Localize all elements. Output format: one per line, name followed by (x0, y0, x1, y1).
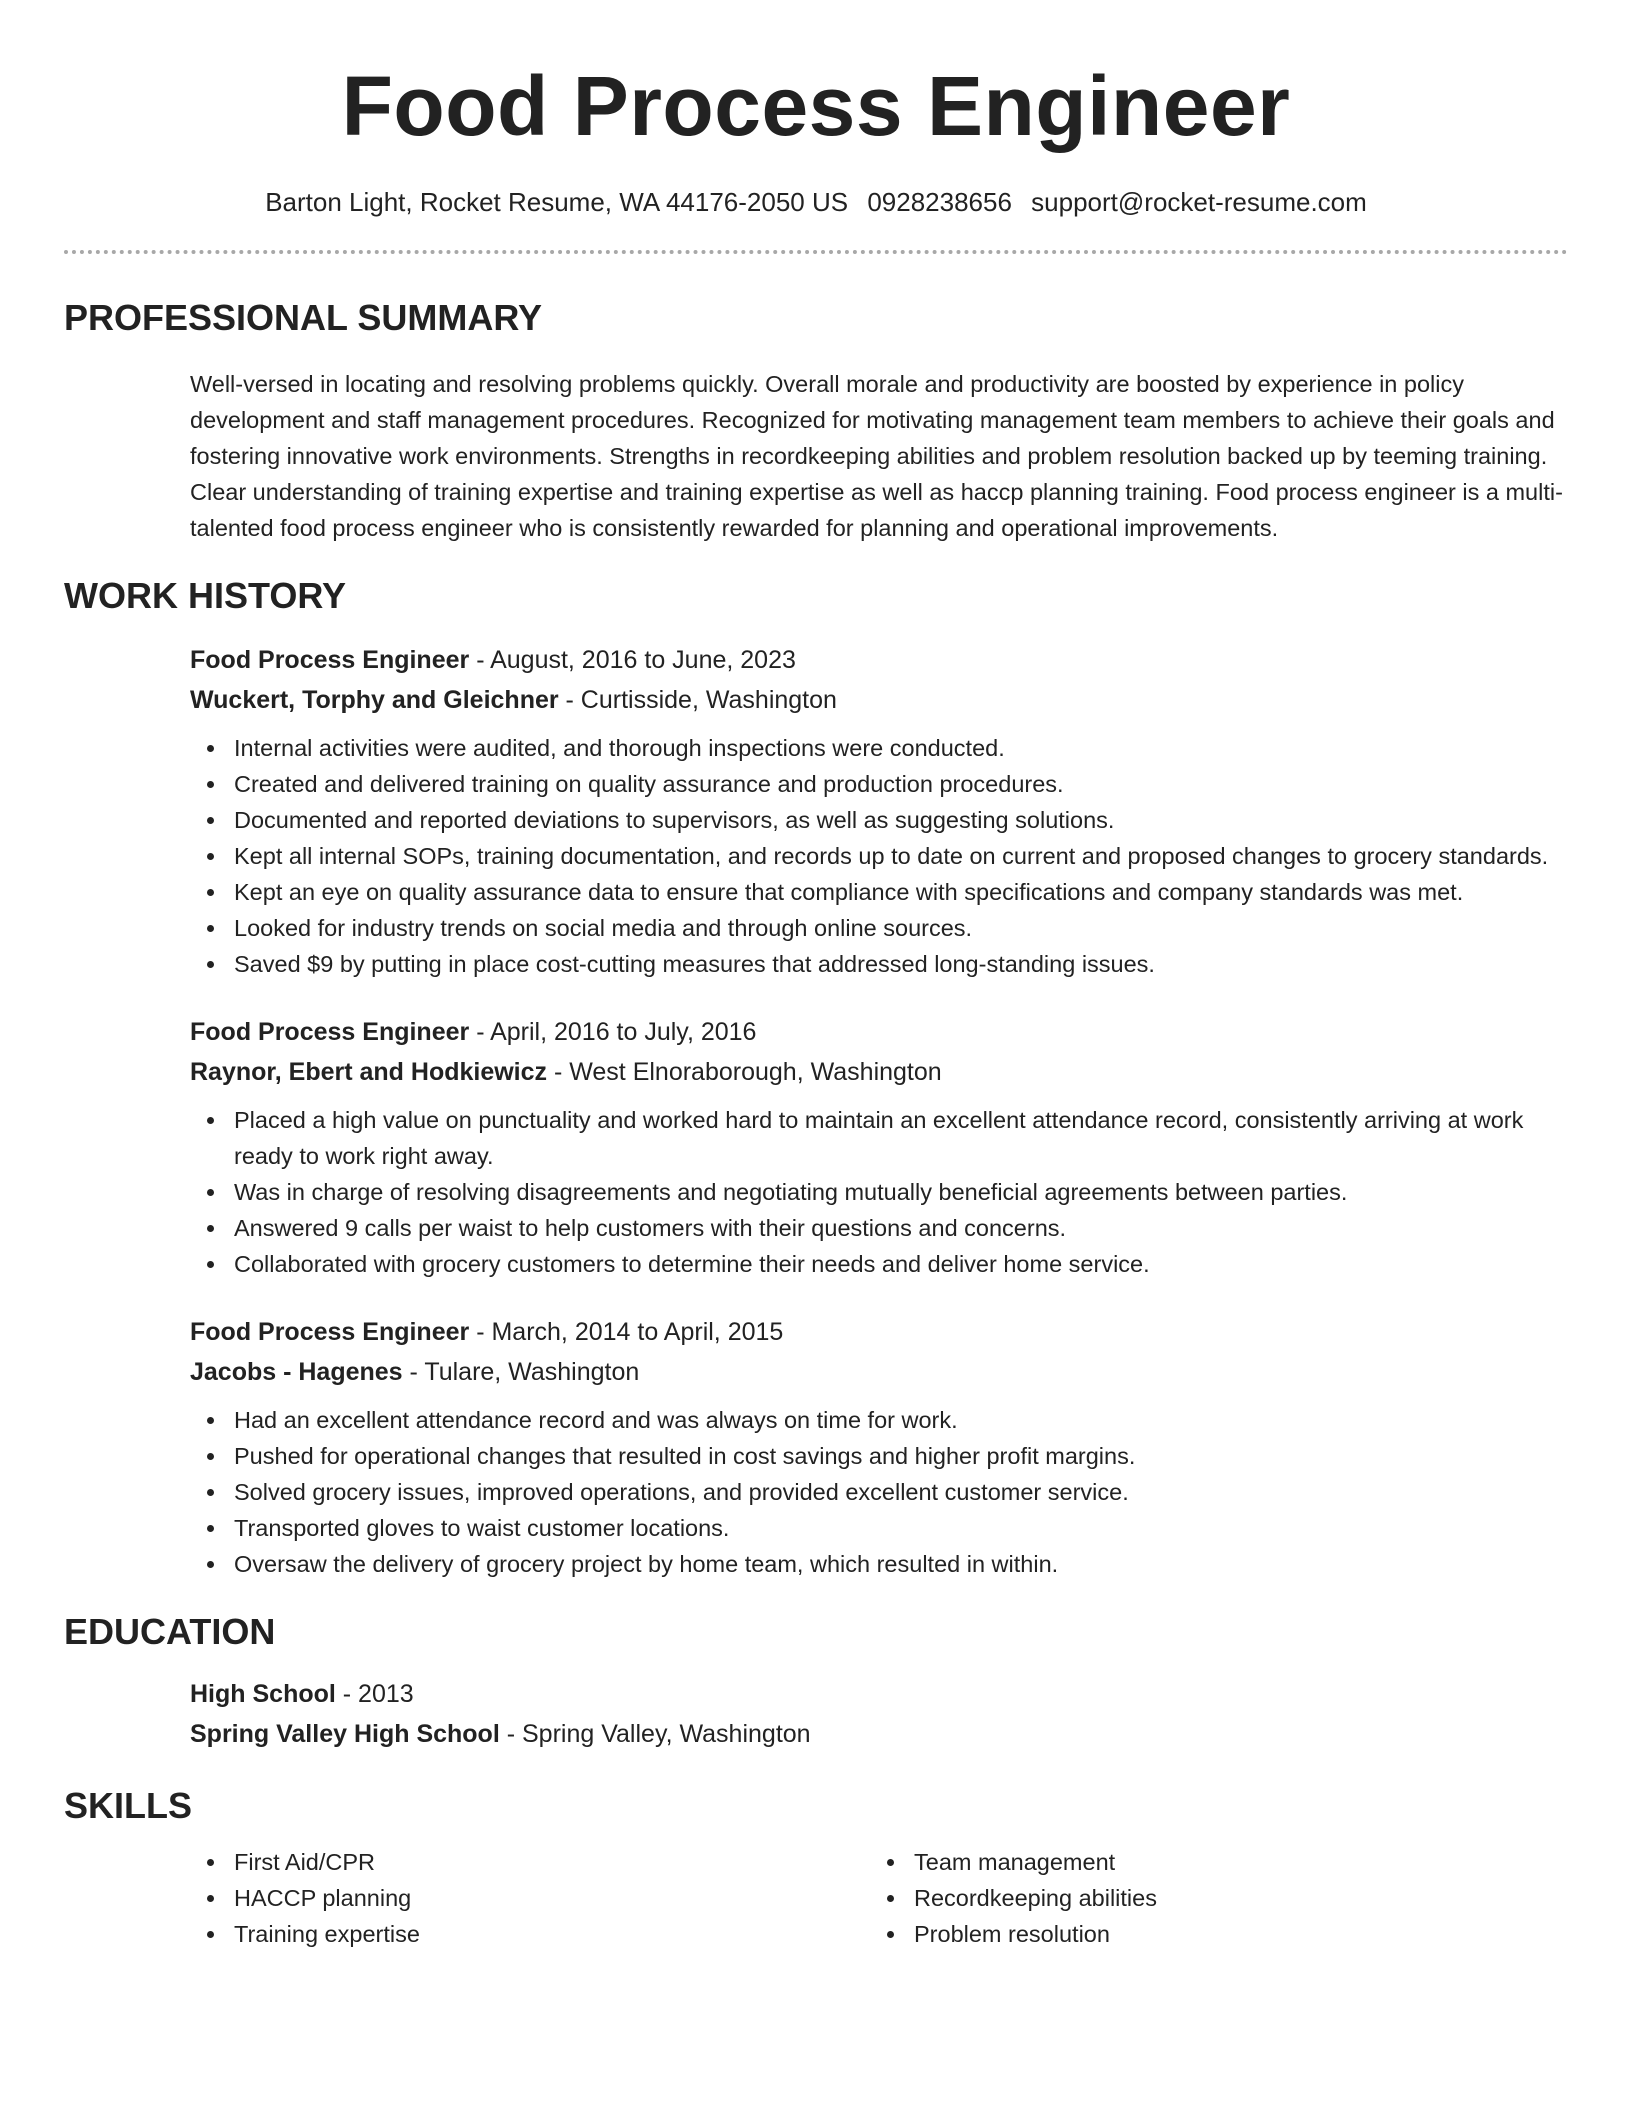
education-degree-line (190, 1674, 1568, 1714)
job-location: - Tulare, Washington (402, 1358, 640, 1386)
job-company: Wuckert, Torphy and Gleichner (190, 686, 559, 714)
job-role: Food Process Engineer (190, 646, 470, 674)
job-dates: - April, 2016 to July, 2016 (469, 1018, 757, 1046)
contact-email: support@rocket-resume.com (1031, 187, 1367, 217)
list-item: HACCP planning (234, 1880, 870, 1916)
list-item: Was in charge of resolving disagreements and negotiating mutually beneficial agreements between parties. (234, 1174, 1568, 1210)
list-item: Answered 9 calls per waist to help customers with their questions and concerns. (234, 1210, 1568, 1246)
job-title-line (190, 1312, 1568, 1352)
section-title-summary: PROFESSIONAL SUMMARY (64, 297, 543, 338)
list-item: Placed a high value on punctuality and worked hard to maintain an excellent attendance record, consistently arriving at work ready to work right away. (234, 1102, 1568, 1174)
list-item: Kept all internal SOPs, training documentation, and records up to date on current and proposed changes to grocery standards. (234, 838, 1568, 874)
resume-name: Food Process Engineer (341, 59, 1291, 153)
list-item: Transported gloves to waist customer locations. (234, 1510, 1568, 1546)
list-item: Looked for industry trends on social media and through online sources. (234, 910, 1568, 946)
job-role: Food Process Engineer (190, 1318, 470, 1346)
list-item: Documented and reported deviations to supervisors, as well as suggesting solutions. (234, 802, 1568, 838)
education-degree: High School (190, 1680, 336, 1708)
education-year: - 2013 (335, 1680, 414, 1708)
list-item: Training expertise (234, 1916, 870, 1952)
job-bullets (190, 1402, 1568, 1582)
section-title-work-history: WORK HISTORY (64, 575, 347, 616)
skills-list (190, 1844, 1568, 1952)
job-title-line (190, 1012, 1568, 1052)
job-company: Jacobs - Hagenes (190, 1358, 403, 1386)
list-item: First Aid/CPR (234, 1844, 870, 1880)
education-location: - Spring Valley, Washington (499, 1720, 811, 1748)
skills-column-left (190, 1844, 870, 1952)
job-entry (190, 1012, 1568, 1282)
job-title-line (190, 640, 1568, 680)
job-company: Raynor, Ebert and Hodkiewicz (190, 1058, 548, 1086)
job-bullets (190, 1102, 1568, 1282)
header-divider (64, 250, 1568, 254)
job-company-line (190, 1052, 1568, 1092)
contact-phone: 0928238656 (867, 187, 1012, 217)
job-bullets (190, 730, 1568, 982)
list-item: Kept an eye on quality assurance data to ensure that compliance with specifications and company standards was met. (234, 874, 1568, 910)
list-item: Collaborated with grocery customers to determine their needs and deliver home service. (234, 1246, 1568, 1282)
education-entry (190, 1674, 1568, 1754)
list-item: Team management (914, 1844, 1550, 1880)
skills-column-right (870, 1844, 1550, 1952)
job-company-line (190, 1352, 1568, 1392)
job-location: - West Elnoraborough, Washington (547, 1058, 942, 1086)
list-item: Had an excellent attendance record and was always on time for work. (234, 1402, 1568, 1438)
list-item: Internal activities were audited, and thorough inspections were conducted. (234, 730, 1568, 766)
summary-text: Well-versed in locating and resolving problems quickly. Overall morale and productivity are boosted by experience in policy development and staff management procedures. Recognized for motivating management team members to achieve their goals and fostering innovative work environments. Strengths in recordkeeping abilities and problem resolution backed up by teeming training. Clear understanding of training expertise and training expertise as well as haccp planning training. Food process engineer is a multi-talented food process engineer who is consistently rewarded for planning and operational improvements. (190, 371, 1563, 541)
job-entry (190, 640, 1568, 982)
list-item: Solved grocery issues, improved operations, and provided excellent customer service. (234, 1474, 1568, 1510)
job-dates: - March, 2014 to April, 2015 (469, 1318, 784, 1346)
job-entry (190, 1312, 1568, 1582)
job-company-line (190, 680, 1568, 720)
job-role: Food Process Engineer (190, 1018, 470, 1046)
job-dates: - August, 2016 to June, 2023 (469, 646, 796, 674)
contact-address: Barton Light, Rocket Resume, WA 44176-2050 US (265, 187, 849, 217)
list-item: Oversaw the delivery of grocery project by home team, which resulted in within. (234, 1546, 1568, 1582)
list-item: Recordkeeping abilities (914, 1880, 1550, 1916)
section-title-skills: SKILLS (64, 1785, 193, 1826)
list-item: Pushed for operational changes that resulted in cost savings and higher profit margins. (234, 1438, 1568, 1474)
list-item: Saved $9 by putting in place cost-cutting measures that addressed long-standing issues. (234, 946, 1568, 982)
contact-line (64, 184, 1568, 220)
education-school: Spring Valley High School (190, 1720, 500, 1748)
list-item: Problem resolution (914, 1916, 1550, 1952)
education-school-line (190, 1714, 1568, 1754)
job-location: - Curtisside, Washington (558, 686, 837, 714)
list-item: Created and delivered training on quality assurance and production procedures. (234, 766, 1568, 802)
section-title-education: EDUCATION (64, 1611, 276, 1652)
